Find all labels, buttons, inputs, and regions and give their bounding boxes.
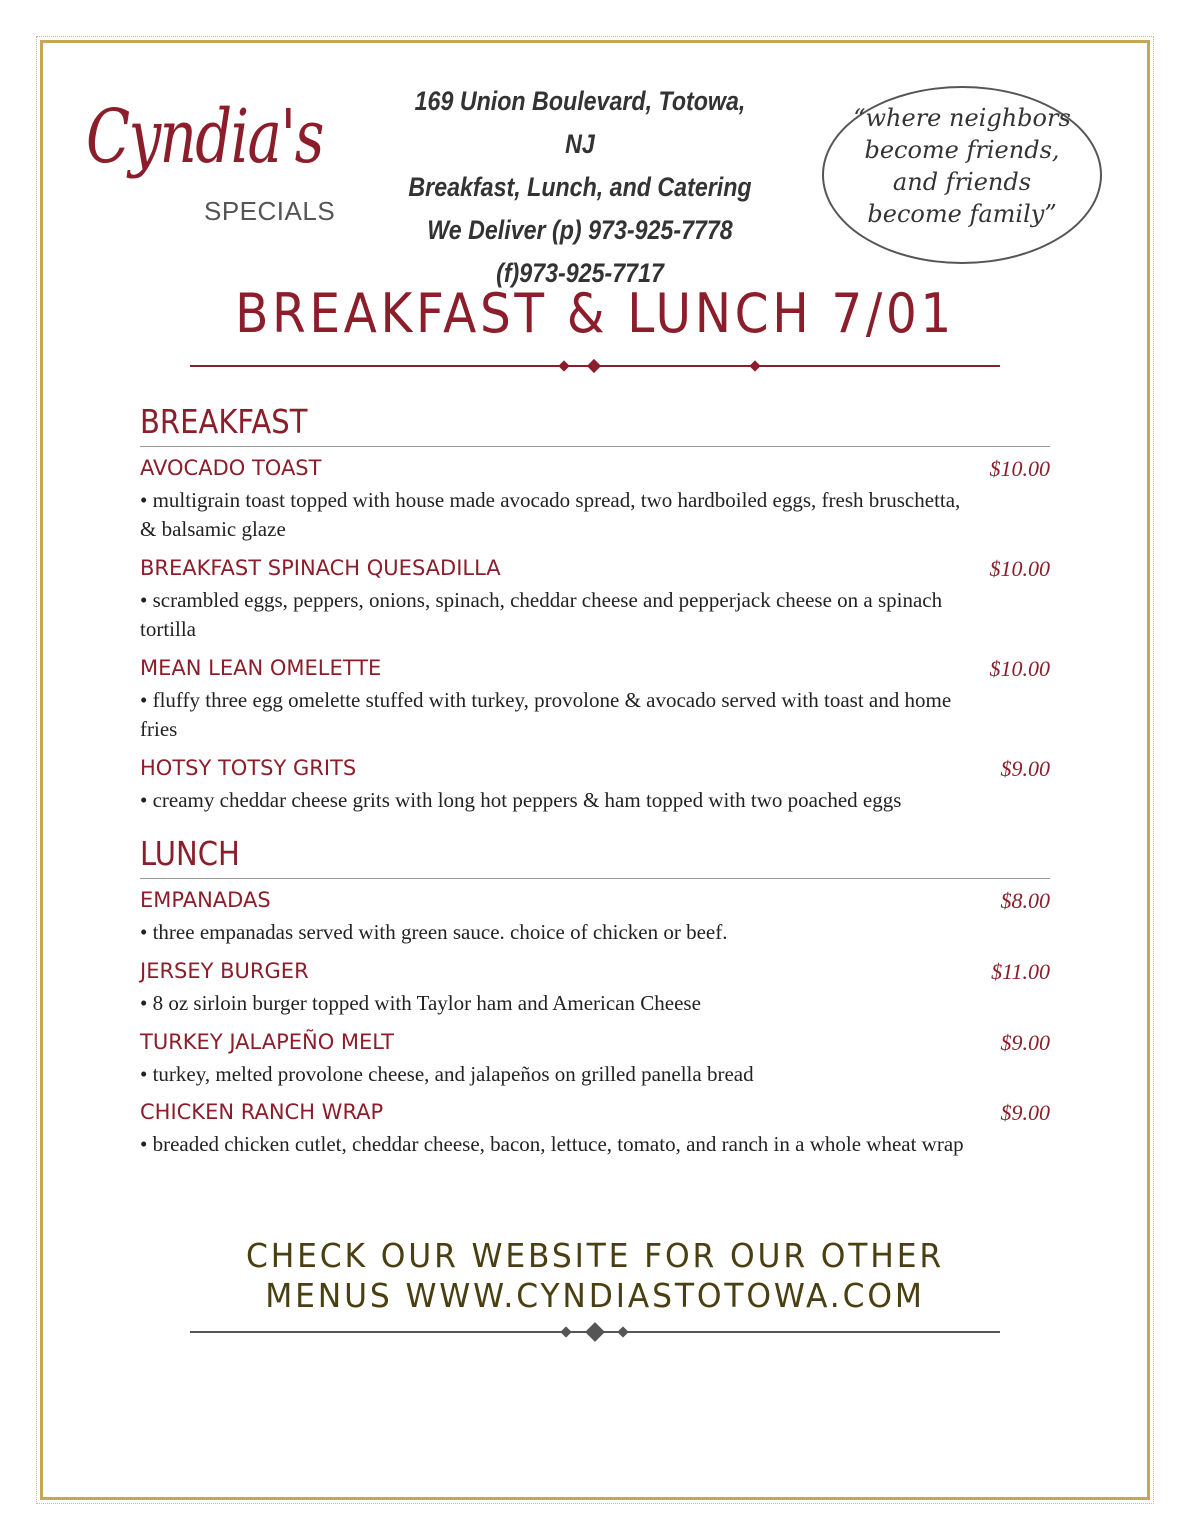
website-notice	[30, 1236, 1161, 1316]
address-line: 169 Union Boulevard, Totowa, NJ	[414, 86, 746, 159]
menu-item-name: AVOCADO TOAST	[140, 456, 322, 480]
motto-line: and friends	[892, 168, 1032, 196]
menu-item-price: $9.00	[1000, 1030, 1050, 1055]
motto-text	[822, 102, 1102, 230]
diamond-ornament	[587, 359, 601, 373]
phone-line: We Deliver (p) 973-925-7778	[427, 215, 733, 245]
logo	[80, 76, 380, 276]
menu-item-name: JERSEY BURGER	[140, 959, 309, 983]
logo-subtitle: SPECIALS	[204, 196, 336, 226]
menu-item-description: • breaded chicken cutlet, cheddar cheese, bacon, lettuce, tomato, and ranch in a whole wheat wrap	[140, 1132, 964, 1156]
menu-item-name: TURKEY JALAPEÑO MELT	[140, 1030, 394, 1054]
menu-item-price: $10.00	[989, 556, 1050, 581]
section-rule	[140, 446, 1050, 447]
menu-item-name: CHICKEN RANCH WRAP	[140, 1100, 384, 1124]
menu-item-description: • fluffy three egg omelette stuffed with turkey, provolone & avocado served with toast and home fries	[140, 688, 952, 741]
menu-item-description: • three empanadas served with green sauce. choice of chicken or beef.	[140, 920, 728, 944]
motto-line: become family”	[867, 200, 1057, 228]
menu-item-description: • multigrain toast topped with house made avocado spread, two hardboiled eggs, fresh bruschetta, & balsamic glaze	[140, 488, 961, 541]
contact-info	[370, 80, 790, 295]
fax-line: (f)973-925-7717	[496, 258, 664, 288]
menu-item-name: BREAKFAST SPINACH QUESADILLA	[140, 556, 501, 580]
menu-item-price: $10.00	[989, 456, 1050, 481]
menu-item-price: $10.00	[989, 656, 1050, 681]
diamond-ornament	[749, 360, 760, 371]
page-title: BREAKFAST & LUNCH 7/01	[235, 282, 955, 345]
motto-line: “where neighbors	[853, 104, 1071, 132]
menu-item-description: • scrambled eggs, peppers, onions, spinach, cheddar cheese and pepperjack cheese on a spinach tortilla	[140, 588, 943, 641]
menu-item-price: $9.00	[1000, 756, 1050, 781]
website-notice-line: MENUS WWW.CYNDIASTOTOWA.COM	[265, 1276, 925, 1315]
motto-line: become friends,	[864, 136, 1060, 164]
section-title-lunch: LUNCH	[140, 834, 240, 873]
diamond-ornament	[617, 1326, 628, 1337]
menu-item-price: $8.00	[1000, 888, 1050, 913]
menu-item-description: • creamy cheddar cheese grits with long hot peppers & ham topped with two poached eggs	[140, 788, 902, 812]
section-title-breakfast: BREAKFAST	[140, 402, 308, 441]
diamond-ornament	[560, 1326, 571, 1337]
services-line: Breakfast, Lunch, and Catering	[408, 172, 752, 202]
menu-item-price: $9.00	[1000, 1100, 1050, 1125]
footer-divider	[190, 1322, 1000, 1342]
menu-item-name: MEAN LEAN OMELETTE	[140, 656, 382, 680]
diamond-ornament	[585, 1322, 605, 1342]
website-notice-line: CHECK OUR WEBSITE FOR OUR OTHER	[245, 1236, 945, 1275]
menu-item-description: • 8 oz sirloin burger topped with Taylor ham and American Cheese	[140, 991, 701, 1015]
diamond-ornament	[558, 360, 569, 371]
menu-item-price: $11.00	[991, 959, 1050, 984]
menu-item-name: EMPANADAS	[140, 888, 271, 912]
menu-item-description: • turkey, melted provolone cheese, and jalapeños on grilled panella bread	[140, 1062, 754, 1086]
section-rule	[140, 878, 1050, 879]
title-divider	[190, 356, 1000, 376]
menu-item-name: HOTSY TOTSY GRITS	[140, 756, 357, 780]
logo-script-text: Cyndia's	[86, 94, 323, 180]
